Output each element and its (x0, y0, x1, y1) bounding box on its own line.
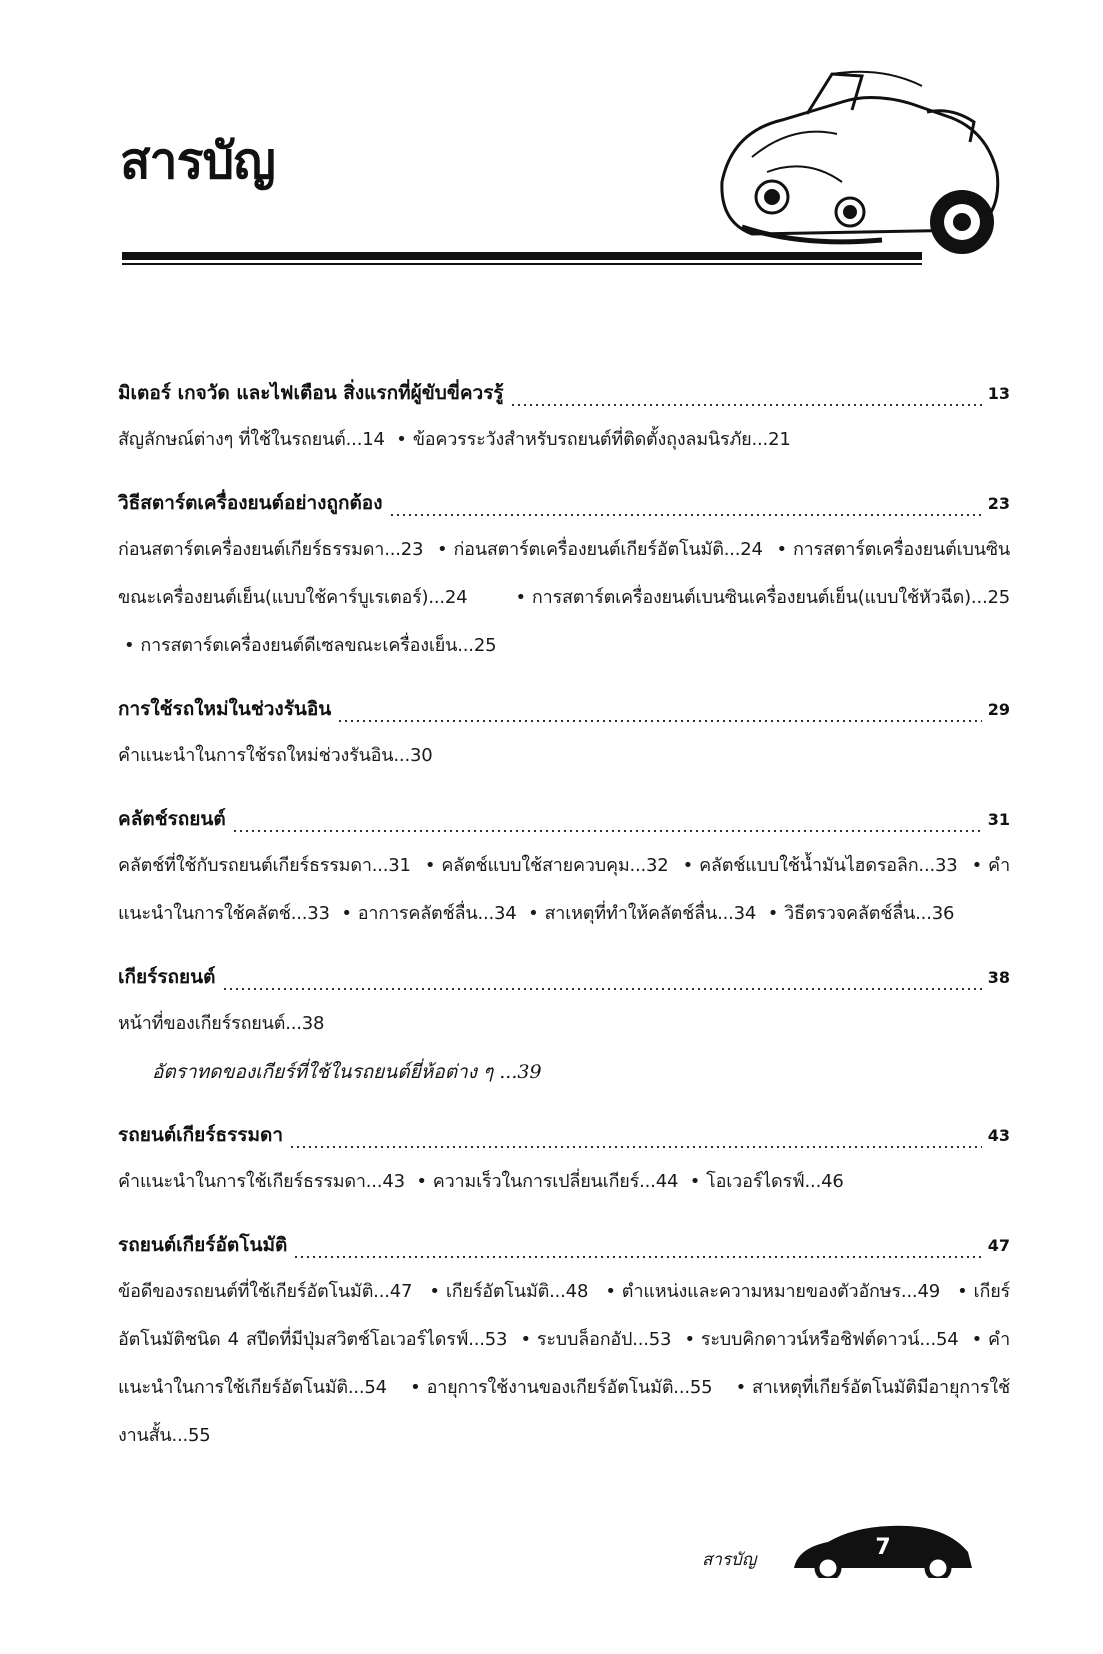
bullet: • (124, 635, 135, 656)
toc-entry: โอเวอร์ไดรฟ์...46 (706, 1171, 844, 1192)
toc-entry: ข้อควรระวังสำหรับรถยนต์ที่ติดตั้งถุงลมนิรภัย...21 (412, 429, 791, 450)
bullet: • (429, 1281, 440, 1302)
toc-heading (118, 1120, 1010, 1158)
dot-leader (337, 720, 981, 722)
toc-entry: การสตาร์ตเครื่องยนต์เบนซินเครื่องยนต์เย็น(แบบใช้หัวฉีด)...25 (531, 587, 1010, 608)
bullet: • (416, 1171, 427, 1192)
toc-section (118, 804, 1010, 938)
page-title: สารบัญ (120, 132, 275, 190)
toc-subentry: อัตราทดของเกียร์ที่ใช้ในรถยนต์ยี่ห้อต่าง ๆ ...39 (152, 1061, 542, 1083)
toc-entry: คลัตช์แบบใช้สายควบคุม...32 (441, 855, 669, 876)
toc-entry: การสตาร์ตเครื่องยนต์ดีเซลขณะเครื่องเย็น...25 (140, 635, 497, 656)
toc-entry: ข้อดีของรถยนต์ที่ใช้เกียร์อัตโนมัติ...47 (118, 1281, 413, 1302)
toc-heading (118, 694, 1010, 732)
toc-entry: คลัตช์ที่ใช้กับรถยนต์เกียร์ธรรมดา...31 (118, 855, 411, 876)
toc-heading-page: 23 (987, 494, 1010, 513)
bullet: • (767, 903, 779, 924)
toc-entry: เกียร์อัตโนมัติชนิด 4 สปีดที่มีปุ่มสวิตช์โอเวอร์ไดรฟ์...53 (118, 1281, 1011, 1350)
toc-heading (118, 962, 1010, 1000)
bullet: • (684, 1329, 695, 1350)
bullet: • (515, 587, 526, 608)
title-rule-thick (122, 252, 922, 260)
toc-heading-title: การใช้รถใหม่ในช่วงรันอิน (118, 698, 332, 720)
dot-leader (293, 1256, 981, 1258)
toc-section (118, 694, 1010, 780)
footer-section-label: สารบัญ (702, 1550, 757, 1570)
toc-entry: คลัตช์แบบใช้น้ำมันไฮดรอลิก...33 (699, 855, 958, 876)
bullet: • (410, 1377, 421, 1398)
toc-section (118, 1120, 1010, 1206)
toc-entry: คำแนะนำในการใช้คลัตช์...33 (118, 855, 1010, 924)
toc-heading-title: รถยนต์เกียร์อัตโนมัติ (118, 1234, 288, 1256)
toc-entry: สัญลักษณ์ต่างๆ ที่ใช้ในรถยนต์...14 (118, 429, 385, 450)
toc-section (118, 488, 1010, 670)
bullet: • (971, 855, 983, 876)
toc-section (118, 962, 1010, 1096)
bullet: • (424, 855, 436, 876)
toc-heading-page: 43 (987, 1126, 1010, 1145)
dot-leader (289, 1146, 982, 1148)
toc-entries (118, 842, 1010, 938)
toc-entry: ก่อนสตาร์ตเครื่องยนต์เกียร์อัตโนมัติ...24 (453, 539, 763, 560)
toc-heading-title: วิธีสตาร์ตเครื่องยนต์อย่างถูกต้อง (118, 492, 383, 514)
toc-heading (118, 1230, 1010, 1268)
bullet: • (735, 1377, 746, 1398)
bullet: • (971, 1329, 983, 1350)
dot-leader (510, 404, 982, 406)
bullet: • (528, 903, 539, 924)
toc-heading-title: เกียร์รถยนต์ (118, 966, 216, 988)
toc-entries (118, 1268, 1010, 1460)
toc-heading-page: 31 (987, 810, 1010, 829)
toc-entries (118, 416, 1010, 464)
toc-entry: วิธีตรวจคลัตช์ลื่น...36 (784, 903, 955, 924)
toc-entry: คำแนะนำในการใช้รถใหม่ช่วงรันอิน...30 (118, 745, 433, 766)
toc-heading (118, 488, 1010, 526)
toc-entry: การสตาร์ตเครื่องยนต์เบนซินขณะเครื่องยนต์เย็น(แบบใช้คาร์บูเรเตอร์)...24 (118, 539, 1010, 608)
toc-entry: หน้าที่ของเกียร์รถยนต์...38 (118, 1013, 325, 1034)
dot-leader (222, 988, 982, 990)
bullet: • (682, 855, 694, 876)
toc-entry: สาเหตุที่ทำให้คลัตช์ลื่น...34 (544, 903, 757, 924)
toc-entry: คำแนะนำในการใช้เกียร์อัตโนมัติ...54 (118, 1329, 1010, 1398)
bullet: • (776, 539, 787, 560)
table-of-contents (118, 378, 1010, 1484)
toc-entry: ตำแหน่งและความหมายของตัวอักษร...49 (621, 1281, 940, 1302)
toc-entry: ระบบคิกดาวน์หรือชิฟต์ดาวน์...54 (700, 1329, 959, 1350)
toc-entry: ก่อนสตาร์ตเครื่องยนต์เกียร์ธรรมดา...23 (118, 539, 424, 560)
bullet: • (396, 429, 407, 450)
page-number: 7 (875, 1535, 891, 1560)
toc-entry: เกียร์อัตโนมัติ...48 (445, 1281, 589, 1302)
toc-heading-title: คลัตช์รถยนต์ (118, 808, 226, 830)
toc-heading-title: มิเตอร์ เกจวัด และไฟเตือน สิ่งแรกที่ผู้ขับขี่ควรรู้ (118, 382, 504, 404)
toc-entries (118, 526, 1010, 670)
toc-entry: สาเหตุที่เกียร์อัตโนมัติมีอายุการใช้งานสั้น...55 (118, 1377, 1010, 1446)
title-rule-thin (122, 263, 922, 265)
bullet: • (341, 903, 352, 924)
toc-entry: ความเร็วในการเปลี่ยนเกียร์...44 (432, 1171, 679, 1192)
toc-heading-page: 38 (987, 968, 1010, 987)
bullet: • (957, 1281, 968, 1302)
toc-entry: คำแนะนำในการใช้เกียร์ธรรมดา...43 (118, 1171, 405, 1192)
toc-section (118, 1230, 1010, 1460)
bullet: • (520, 1329, 531, 1350)
dot-leader (232, 830, 982, 832)
bullet: • (605, 1281, 616, 1302)
toc-heading-title: รถยนต์เกียร์ธรรมดา (118, 1124, 284, 1146)
toc-entry: อายุการใช้งานของเกียร์อัตโนมัติ...55 (426, 1377, 713, 1398)
toc-heading-page: 29 (987, 700, 1010, 719)
footer-car-silhouette-icon (788, 1518, 978, 1578)
toc-entries (118, 1158, 1010, 1206)
bullet: • (689, 1171, 701, 1192)
convertible-car-illustration (712, 62, 1012, 262)
toc-entry: อาการคลัตช์ลื่น...34 (357, 903, 517, 924)
bullet: • (437, 539, 448, 560)
toc-section (118, 378, 1010, 464)
toc-heading-page: 13 (987, 384, 1010, 403)
toc-entries (118, 732, 1010, 780)
dot-leader (389, 514, 982, 516)
toc-heading (118, 378, 1010, 416)
toc-heading (118, 804, 1010, 842)
toc-entry: ระบบล็อกอัป...53 (536, 1329, 672, 1350)
toc-heading-page: 47 (987, 1236, 1010, 1255)
toc-entries (118, 1000, 1010, 1048)
